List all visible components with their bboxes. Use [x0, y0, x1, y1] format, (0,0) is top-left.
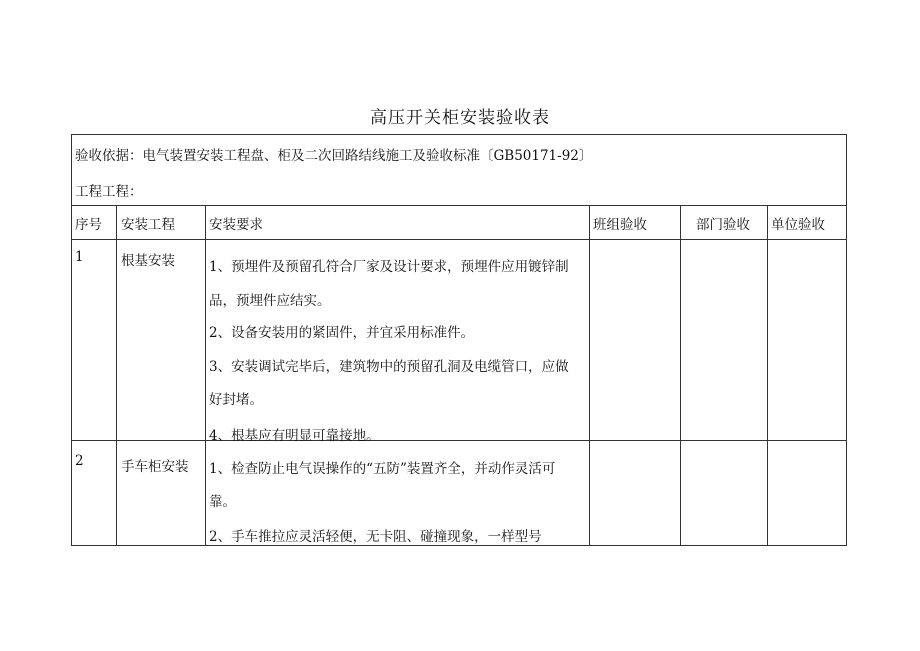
header-dept-acceptance: 部门验收	[696, 217, 750, 233]
requirement-line: 4、根基应有明显可靠接地。	[209, 428, 380, 444]
acceptance-basis: 验收依据：电气装置安装工程盘、柜及二次回路结线施工及验收标准〔GB50171-92〕	[75, 148, 593, 164]
row-1-item: 根基安装	[121, 253, 175, 269]
col-divider-item	[205, 205, 206, 545]
requirement-line: 3、安装调试完毕后，建筑物中的预留孔洞及电缆管口，应做	[209, 359, 569, 375]
requirement-line: 1、预埋件及预留孔符合厂家及设计要求，预埋件应用镀锌制	[209, 259, 569, 275]
requirement-line: 品，预埋件应结实。	[209, 293, 331, 309]
header-item: 安装工程	[121, 217, 175, 233]
header-unit-acceptance: 单位验收	[771, 217, 825, 233]
page-title: 高压开关柜安装验收表	[370, 108, 550, 128]
acceptance-form	[71, 134, 847, 546]
requirement-line: 2、设备安装用的紧固件，并宜采用标准件。	[209, 325, 475, 341]
header-requirement: 安装要求	[209, 217, 263, 233]
col-divider-team	[680, 205, 681, 545]
row-1-seq: 1	[75, 249, 84, 265]
requirement-line: 靠。	[209, 494, 236, 510]
row-divider	[72, 440, 846, 441]
col-divider-seq	[116, 205, 117, 545]
col-divider-dept	[767, 205, 768, 545]
requirement-line: 2、手车推拉应灵活轻便，无卡阻、碰撞现象，一样型号	[209, 529, 542, 545]
col-divider-requirement	[589, 205, 590, 545]
header-seq: 序号	[75, 217, 102, 233]
requirement-line: 1、检查防止电气误操作的“五防”装置齐全，并动作灵活可	[209, 461, 556, 477]
row-2-item: 手车柜安装	[121, 459, 189, 475]
requirement-line: 好封堵。	[209, 392, 263, 408]
header-team-acceptance: 班组验收	[593, 217, 647, 233]
project-name-field[interactable]: 工程工程：	[75, 184, 143, 200]
row-2-seq: 2	[75, 453, 84, 469]
header-top-line	[72, 205, 846, 206]
header-bottom-line	[72, 239, 846, 240]
